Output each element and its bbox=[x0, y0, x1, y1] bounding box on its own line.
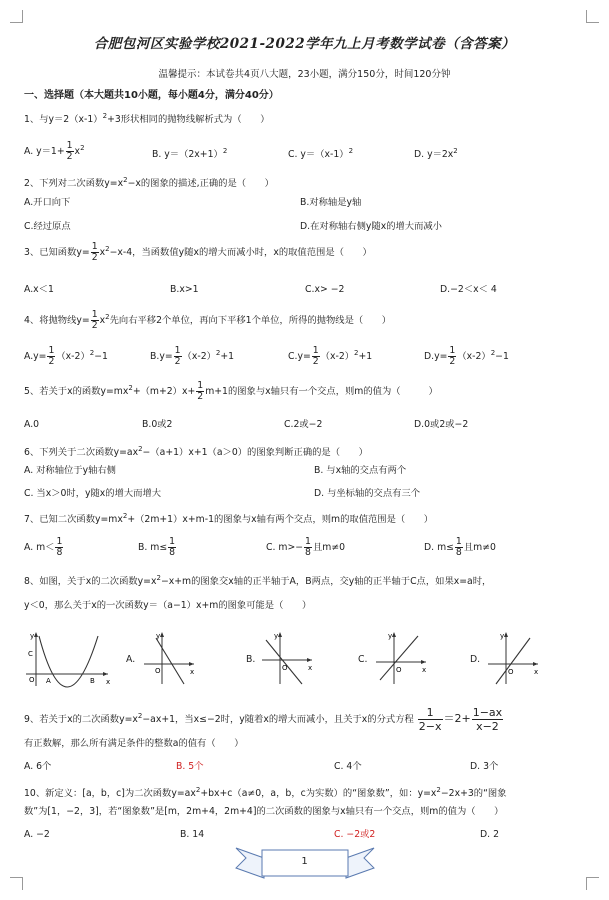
svg-text:A: A bbox=[46, 677, 51, 685]
question-6-option-c[interactable]: C. 当x＞0时，y随x的增大而增大 bbox=[24, 488, 162, 499]
question-9-stem-line1: 9、若关于x的二次函数$y=x^2-ax+1$，当x≤−2时，y随着x的增大而减小，且关于x的分式方程 $\frac{1}{2-x}$ ＝2+ $\frac{1-ax}{x-2}$ bbox=[24, 706, 503, 733]
question-5-option-a[interactable]: A.0 bbox=[24, 419, 40, 430]
question-7-option-b[interactable]: B. m≤ $\frac{1}{8}$ bbox=[138, 536, 176, 558]
question-8-parabola-figure bbox=[22, 630, 112, 688]
question-3-option-d[interactable]: D.−2＜x＜ 4 bbox=[440, 284, 497, 295]
question-1-option-c[interactable]: C. $y=(x-1)^2$ bbox=[288, 147, 354, 161]
question-2-option-a[interactable]: A.开口向下 bbox=[24, 197, 71, 208]
question-9-stem-line2: 有正数解，那么所有满足条件的整数a的值有（ ） bbox=[24, 738, 244, 749]
question-6-stem: 6、下列关于二次函数$y=ax^2-(a+1)x+1(a>0)$的图象判断正确的是（ ） bbox=[24, 445, 368, 459]
question-2-option-c[interactable]: C.经过原点 bbox=[24, 221, 71, 232]
question-5-option-b[interactable]: B.0或2 bbox=[142, 419, 173, 430]
question-10-stem-line2: 数”为[1，−2，3]，若“图象数”是[m，2m+4，2m+4]的二次函数的图象与x轴只有一个交点，则m的值为（ ） bbox=[24, 806, 504, 817]
svg-text:O: O bbox=[508, 668, 514, 676]
svg-text:y: y bbox=[388, 632, 393, 640]
question-8-option-a-label[interactable]: A. bbox=[126, 654, 136, 665]
svg-text:x: x bbox=[308, 664, 313, 672]
question-1-option-b[interactable]: B. $y=(2x+1)^2$ bbox=[152, 147, 228, 161]
svg-text:O: O bbox=[155, 667, 161, 675]
question-8-option-d-label[interactable]: D. bbox=[470, 654, 481, 665]
question-9-option-a[interactable]: A. 6个 bbox=[24, 761, 52, 772]
question-4-option-b[interactable]: B.y= $\frac{1}{2}$ $(x-2)^2+1$ bbox=[150, 345, 235, 367]
question-10-option-c[interactable]: C. −2或2 bbox=[334, 829, 376, 840]
question-10-stem-line1: 10、新定义：[a，b，c]为二次函数$y=ax^2+bx+c(a\ne 0$，a，b，c为实数）的“图象数”，如：$y=x^2-2x+3$的“图象 bbox=[24, 786, 507, 800]
question-7-option-d[interactable]: D. m≤ $\frac{1}{8}$ 且m≠0 bbox=[424, 536, 496, 558]
svg-text:x: x bbox=[534, 668, 539, 676]
question-8-stem-line2: y＜0，那么关于x的一次函数y＝（a−1）x+m的图象可能是（ ） bbox=[24, 600, 312, 611]
svg-text:x: x bbox=[190, 668, 195, 676]
question-9-option-c[interactable]: C. 4个 bbox=[334, 761, 362, 772]
question-3-option-c[interactable]: C.x> −2 bbox=[305, 284, 345, 295]
question-9-option-d[interactable]: D. 3个 bbox=[470, 761, 499, 772]
exam-title: 合肥包河区实验学校2021-2022学年九上月考数学试卷（含答案） bbox=[93, 36, 516, 52]
question-6-option-d[interactable]: D. 与坐标轴的交点有三个 bbox=[314, 488, 421, 499]
corner-mark-top-left bbox=[10, 10, 23, 23]
svg-text:y: y bbox=[500, 632, 505, 640]
svg-text:x: x bbox=[106, 678, 111, 686]
svg-text:B: B bbox=[90, 677, 95, 685]
question-8-option-c-graph[interactable] bbox=[372, 630, 428, 686]
question-2-option-b[interactable]: B.对称轴是y轴 bbox=[300, 197, 362, 208]
corner-mark-bottom-left bbox=[10, 877, 23, 890]
question-1-option-a[interactable]: A. y＝1+ $\frac{1}{2}$ $x^2$ bbox=[24, 140, 85, 162]
question-3-option-b[interactable]: B.x>1 bbox=[170, 284, 199, 295]
question-3-option-a[interactable]: A.x＜1 bbox=[24, 284, 54, 295]
question-8-stem-line1: 8、如图，关于x的二次函数$y=x^2-x+m$的图象交x轴的正半轴于A，B两点，交y轴的正半轴于C点，如果x=a时， bbox=[24, 574, 492, 588]
question-1-option-d[interactable]: D. $y=2x^2$ bbox=[414, 147, 458, 161]
question-6-option-b[interactable]: B. 与x轴的交点有两个 bbox=[314, 465, 407, 476]
page-number: 1 bbox=[301, 856, 308, 867]
question-5-option-c[interactable]: C.2或−2 bbox=[284, 419, 323, 430]
question-10-option-d[interactable]: D. 2 bbox=[480, 829, 499, 840]
question-7-stem: 7、已知二次函数$y=mx^2+(2m+1)x+m-1$的图象与x轴有两个交点，则m的取值范围是（ ） bbox=[24, 512, 434, 526]
question-3-stem: 3、已知函数y= $\frac{1}{2}$ $x^2-x-4$，当函数值y随x的增大而减小时，x的取值范围是（ ） bbox=[24, 241, 372, 263]
question-4-option-c[interactable]: C.y= $\frac{1}{2}$ $(x-2)^2+1$ bbox=[288, 345, 373, 367]
question-1-stem: 1、与$y=2(x-1)^2+3$形状相同的抛物线解析式为（ ） bbox=[24, 112, 270, 126]
svg-text:O: O bbox=[29, 676, 35, 684]
question-2-stem: 2、下列对二次函数$y=x^2-x$的图象的描述,正确的是（ ） bbox=[24, 176, 274, 190]
question-8-option-c-label[interactable]: C. bbox=[358, 654, 368, 665]
question-4-option-d[interactable]: D.y= $\frac{1}{2}$ $(x-2)^2-1$ bbox=[424, 345, 509, 367]
question-8-option-b-graph[interactable] bbox=[258, 630, 314, 686]
question-10-option-a[interactable]: A. −2 bbox=[24, 829, 50, 840]
svg-text:O: O bbox=[282, 664, 288, 672]
svg-text:O: O bbox=[396, 666, 402, 674]
question-4-option-a[interactable]: A.y= $\frac{1}{2}$ $(x-2)^2-1$ bbox=[24, 345, 108, 367]
question-5-stem: 5、若关于x的函数$y=mx^2+(m+2)x+$ $\frac{1}{2}$ m+1的图象与x轴只有一个交点，则m的值为（ ） bbox=[24, 380, 438, 402]
svg-text:C: C bbox=[28, 650, 33, 658]
question-2-option-d[interactable]: D.在对称轴右侧y随x的增大而减小 bbox=[300, 221, 442, 232]
svg-text:y: y bbox=[30, 632, 35, 640]
exam-hint: 温馨提示：本试卷共4页八大题，23小题，满分150分，时间120分钟 bbox=[158, 69, 451, 80]
question-4-stem: 4、将抛物线y= $\frac{1}{2}$ $x^2$先向右平移2个单位，再向下平移1个单位，所得的抛物线是（ ） bbox=[24, 309, 392, 331]
question-8-option-d-graph[interactable] bbox=[484, 630, 540, 686]
question-10-option-b[interactable]: B. 14 bbox=[180, 829, 205, 840]
question-5-option-d[interactable]: D.0或2或−2 bbox=[414, 419, 469, 430]
svg-text:x: x bbox=[422, 666, 427, 674]
question-8-option-a-graph[interactable] bbox=[140, 630, 196, 686]
question-6-option-a[interactable]: A. 对称轴位于y轴右侧 bbox=[24, 465, 116, 476]
question-7-option-a[interactable]: A. m＜ $\frac{1}{8}$ bbox=[24, 536, 63, 558]
corner-mark-bottom-right bbox=[586, 877, 599, 890]
svg-text:y: y bbox=[156, 632, 161, 640]
question-9-option-b[interactable]: B. 5个 bbox=[176, 761, 204, 772]
question-8-option-b-label[interactable]: B. bbox=[246, 654, 256, 665]
corner-mark-top-right bbox=[586, 10, 599, 23]
section-heading: 一、选择题（本大题共10小题，每小题4分，满分40分） bbox=[24, 90, 279, 101]
svg-text:y: y bbox=[274, 632, 279, 640]
question-7-option-c[interactable]: C. m>− $\frac{1}{8}$ 且m≠0 bbox=[266, 536, 346, 558]
